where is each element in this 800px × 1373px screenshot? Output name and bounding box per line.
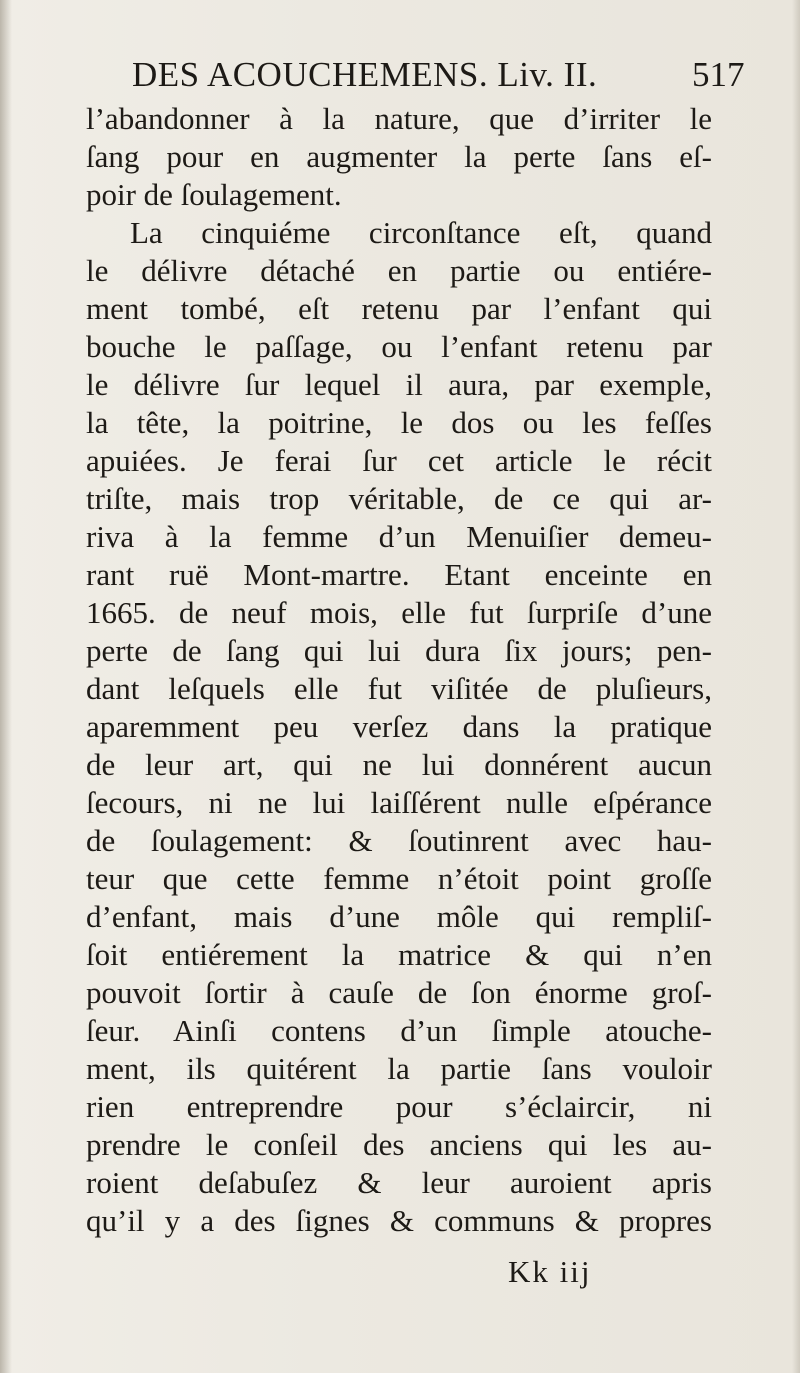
text-line: ment tombé, eſt retenu par l’enfant qui — [86, 291, 712, 326]
text-line: ment, ils quitérent la partie ſans vouloir — [86, 1051, 712, 1086]
text-line: l’abandonner à la nature, que d’irriter le — [86, 101, 712, 136]
text-line: ſeur. Ainſi contens d’un ſimple atouche- — [86, 1013, 712, 1048]
text-line: de ſoulagement: & ſoutinrent avec hau- — [86, 823, 712, 858]
text-line: aparemment peu verſez dans la pratique — [86, 709, 712, 744]
signature-mark: Kk iij — [508, 1254, 592, 1289]
running-title: DES ACOUCHEMENS. Liv. II. — [132, 55, 598, 94]
text-line: ſecours, ni ne lui laiſſérent nulle eſpérance — [86, 785, 712, 820]
text-line: roient deſabuſez & leur auroient apris — [86, 1165, 712, 1200]
text-line: 1665. de neuf mois, elle fut ſurpriſe d’une — [86, 595, 712, 630]
text-line: riva à la femme d’un Menuiſier demeu- — [86, 519, 712, 554]
text-line: qu’il y a des ſignes & communs & propres — [86, 1203, 712, 1238]
text-line: rien entreprendre pour s’éclaircir, ni — [86, 1089, 712, 1124]
text-line: apuiées. Je ferai ſur cet article le récit — [86, 443, 712, 478]
text-line: poir de ſoulagement. — [86, 177, 342, 212]
text-line: perte de ſang qui lui dura ſix jours; pen- — [86, 633, 712, 668]
text-line: ſoit entiérement la matrice & qui n’en — [86, 937, 712, 972]
text-line: ſang pour en augmenter la perte ſans eſ- — [86, 139, 712, 174]
text-line: bouche le paſſage, ou l’enfant retenu par — [86, 329, 712, 364]
page-number: 517 — [692, 55, 745, 94]
text-line: le délivre ſur lequel il aura, par exemple, — [86, 367, 712, 402]
text-line: de leur art, qui ne lui donnérent aucun — [86, 747, 712, 782]
text-line: triſte, mais trop véritable, de ce qui ar- — [86, 481, 712, 516]
text-line: rant ruë Mont-martre. Etant enceinte en — [86, 557, 712, 592]
text-line: d’enfant, mais d’une môle qui rempliſ- — [86, 899, 712, 934]
text-line: prendre le conſeil des anciens qui les au- — [86, 1127, 712, 1162]
text-line: dant leſquels elle fut viſitée de pluſieurs, — [86, 671, 712, 706]
paragraph-start-line: La cinquiéme circonſtance eſt, quand — [130, 215, 712, 250]
text-line: teur que cette femme n’étoit point groſſe — [86, 861, 712, 896]
text-line: le délivre détaché en partie ou entiére- — [86, 253, 712, 288]
text-line: pouvoit ſortir à cauſe de ſon énorme groſ- — [86, 975, 712, 1010]
text-line: la tête, la poitrine, le dos ou les feſſes — [86, 405, 712, 440]
